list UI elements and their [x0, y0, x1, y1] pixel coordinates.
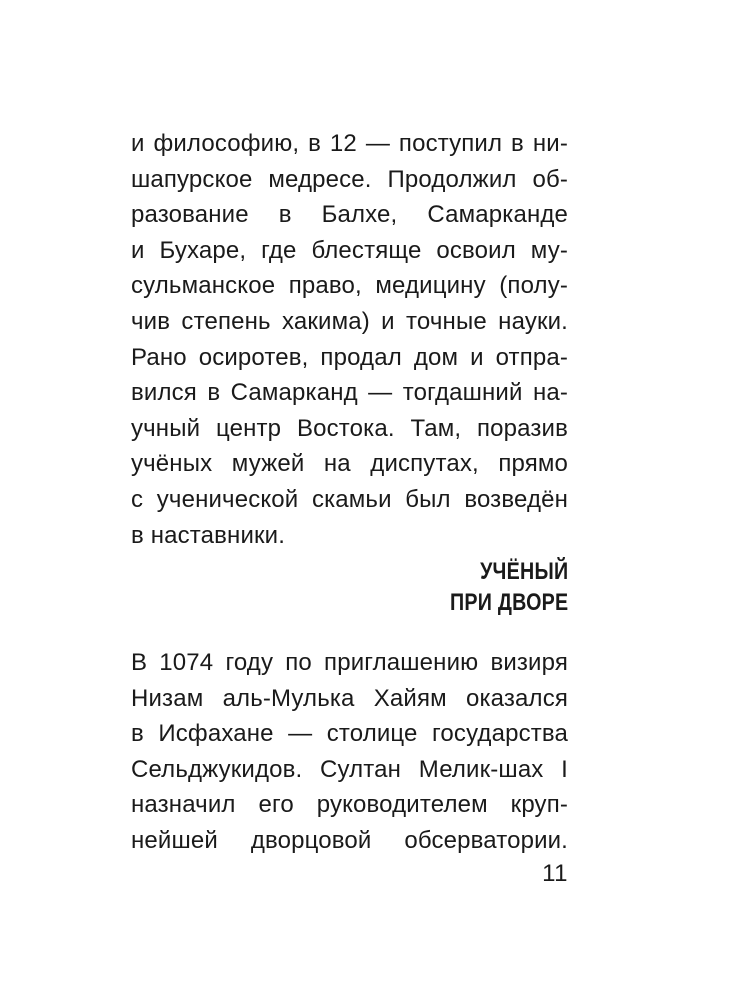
text-line: Сельджукидов. Султан Мелик-шах I [131, 755, 568, 783]
text-line: назначил его руководителем круп- [131, 791, 568, 819]
text-line: разование в Балхе, Самарканде [131, 201, 568, 229]
text-line: чив степень хакима) и точные науки. [131, 307, 568, 335]
section-heading [450, 556, 568, 618]
text-line: вился в Самарканд — тогдашний на- [131, 379, 568, 407]
page-body [131, 126, 568, 854]
text-line: Низам аль-Мулька Хайям оказался [131, 684, 568, 712]
text-line: и философию, в 12 — поступил в ни- [131, 130, 568, 157]
heading-line-1: УЧЁНЫЙ [479, 558, 568, 585]
text-line: нейшей дворцовой обсерватории. [131, 826, 568, 854]
paragraph-1 [131, 126, 568, 553]
text-line: В 1074 году по приглашению визиря [131, 649, 568, 676]
text-line: в Исфахане — столице государства [131, 720, 568, 748]
text-line: в наставники. [131, 521, 286, 549]
text-line: Рано осиротев, продал дом и отпра- [131, 343, 568, 371]
text-line: с ученической скамьи был возведён [131, 485, 568, 513]
text-line: шапурское медресе. Продолжил об- [131, 165, 568, 193]
text-line: сульманское право, медицину (полу- [131, 272, 568, 300]
text-line: и Бухаре, где блестяще освоил му- [131, 236, 568, 264]
text-line: учный центр Востока. Там, поразив [131, 414, 568, 442]
page-number: 11 [542, 860, 568, 887]
text-line: учёных мужей на диспутах, прямо [131, 450, 568, 478]
paragraph-2 [131, 645, 568, 859]
heading-line-2: ПРИ ДВОРЕ [449, 589, 568, 616]
